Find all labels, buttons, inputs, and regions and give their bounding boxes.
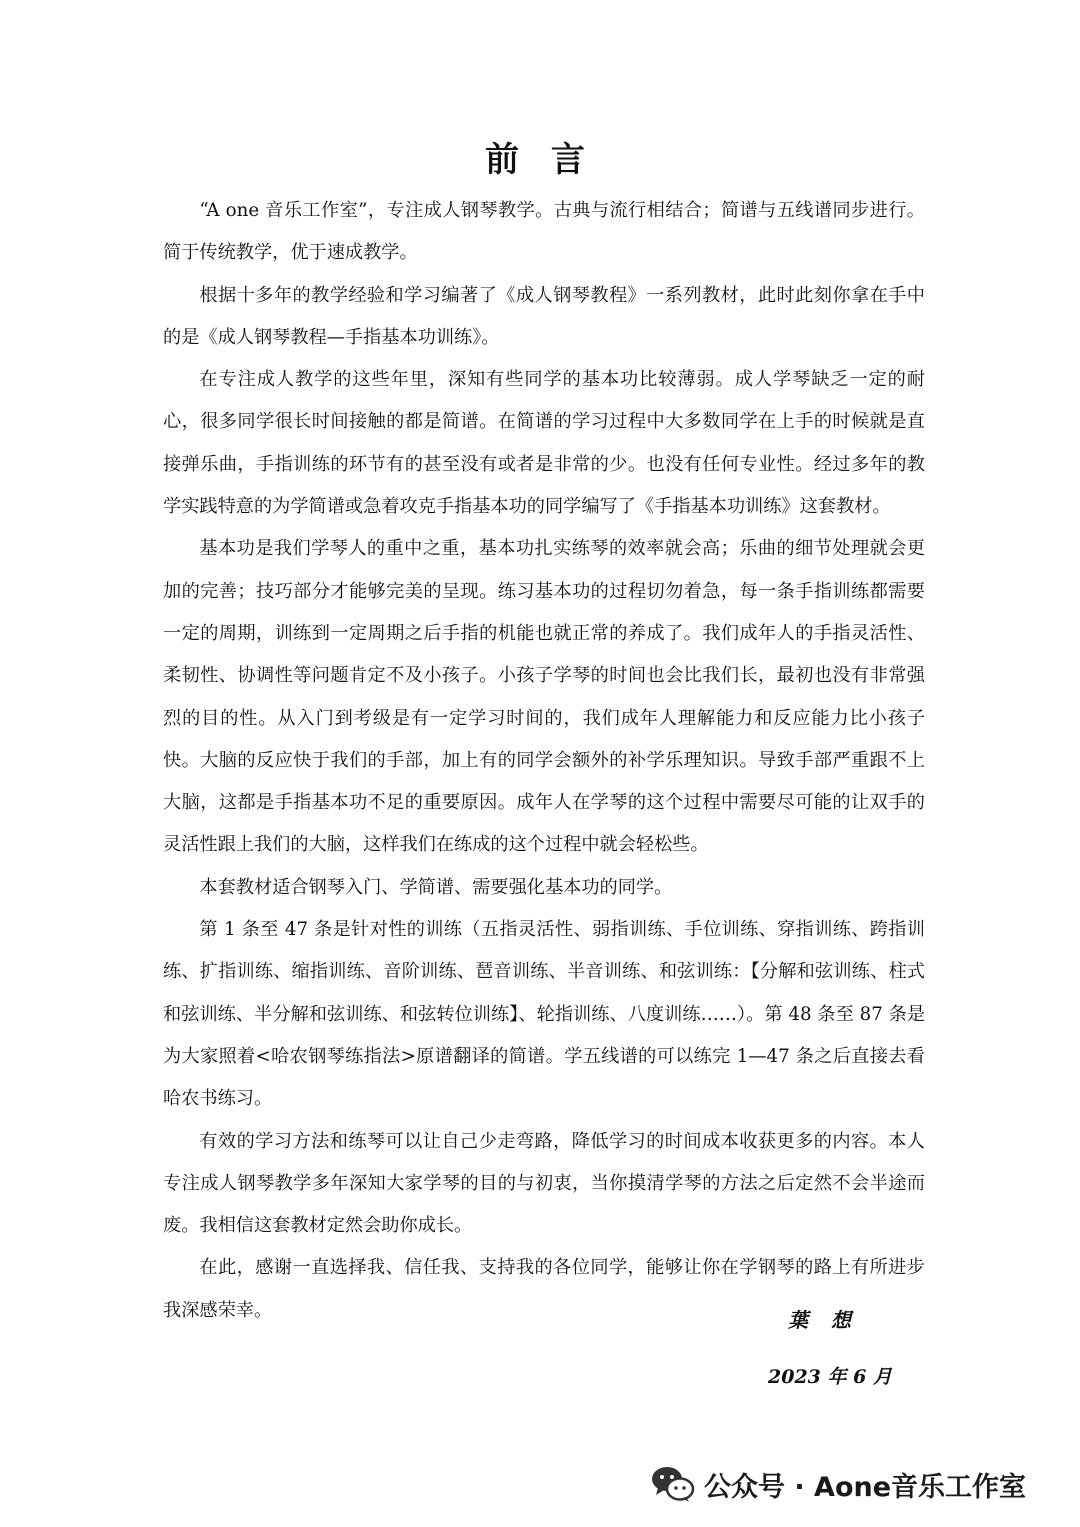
paragraph-5: 本套教材适合钢琴入门、学简谱、需要强化基本功的同学。	[199, 876, 673, 898]
paragraph-4: 基本功是我们学琴人的重中之重，基本功扎实练琴的效率就会高；乐曲的细节处理就会更加的完善；技巧部分才能够完美的呈现。练习基本功的过程切勿着急，每一条手指训练都需要一定的周期，训练到一定周期之后手指的机能也就正常的养成了。我们成年人的手指灵活性、柔韧性、协调性等问题肯定不及小孩子。小孩子学琴的时间也会比我们长，最初也没有非常强烈的目的性。从入门到考级是有一定学习时间的，我们成年人理解能力和反应能力比小孩子快。大脑的反应快于我们的手部，加上有的同学会额外的补学乐理知识。导致手部严重跟不上大脑，这都是手指基本功不足的重要原因。成年人在学琴的这个过程中需要尽可能的让双手的灵活性跟上我们的大脑，这样我们在练成的这个过程中就会轻松些。	[163, 538, 925, 856]
wechat-icon	[650, 1464, 696, 1504]
preface-body	[163, 190, 925, 1332]
paragraph-1: “A one 音乐工作室”，专注成人钢琴教学。古典与流行相结合；简谱与五线谱同步进行。简于传统教学，优于速成教学。	[163, 200, 925, 264]
paragraph-6: 第 1 条至 47 条是针对性的训练（五指灵活性、弱指训练、手位训练、穿指训练、跨指训练、扩指训练、缩指训练、音阶训练、琶音训练、半音训练、和弦训练：【分解和弦训练、柱式和弦训练、半分解和弦训练、和弦转位训练】、轮指训练、八度训练……）。第 48 条至 87 条是为大家照着<哈农钢琴练指法>原谱翻译的简谱。学五线谱的可以练完 1—47 条之后直接去看哈农书练习。	[163, 919, 925, 1110]
wechat-watermark	[650, 1460, 1026, 1508]
paragraph-3: 在专注成人教学的这些年里，深知有些同学的基本功比较薄弱。成人学琴缺乏一定的耐心，很多同学很长时间接触的都是简谱。在简谱的学习过程中大多数同学在上手的时候就是直接弹乐曲，手指训练的环节有的甚至没有或者是非常的少。也没有任何专业性。经过多年的教学实践特意的为学简谱或急着攻克手指基本功的同学编写了《手指基本功训练》这套教材。	[163, 369, 925, 518]
paragraph-2: 根据十多年的教学经验和学习编著了《成人钢琴教程》一系列教材，此时此刻你拿在手中的是《成人钢琴教程—手指基本功训练》。	[163, 284, 925, 348]
author-signature: 葉 想	[788, 1308, 859, 1332]
page-title: 前 言	[485, 140, 595, 180]
date-line: 2023 年 6 月	[768, 1366, 892, 1388]
watermark-text: 公众号 · Aone音乐工作室	[704, 1471, 1027, 1503]
paragraph-7: 有效的学习方法和练琴可以让自己少走弯路，降低学习的时间成本收获更多的内容。本人专注成人钢琴教学多年深知大家学琴的目的与初衷，当你摸清学琴的方法之后定然不会半途而废。我相信这套教材定然会助你成长。	[163, 1130, 925, 1237]
paragraph-8: 在此，感谢一直选择我、信任我、支持我的各位同学，能够让你在学钢琴的路上有所进步我深感荣幸。	[163, 1257, 925, 1321]
